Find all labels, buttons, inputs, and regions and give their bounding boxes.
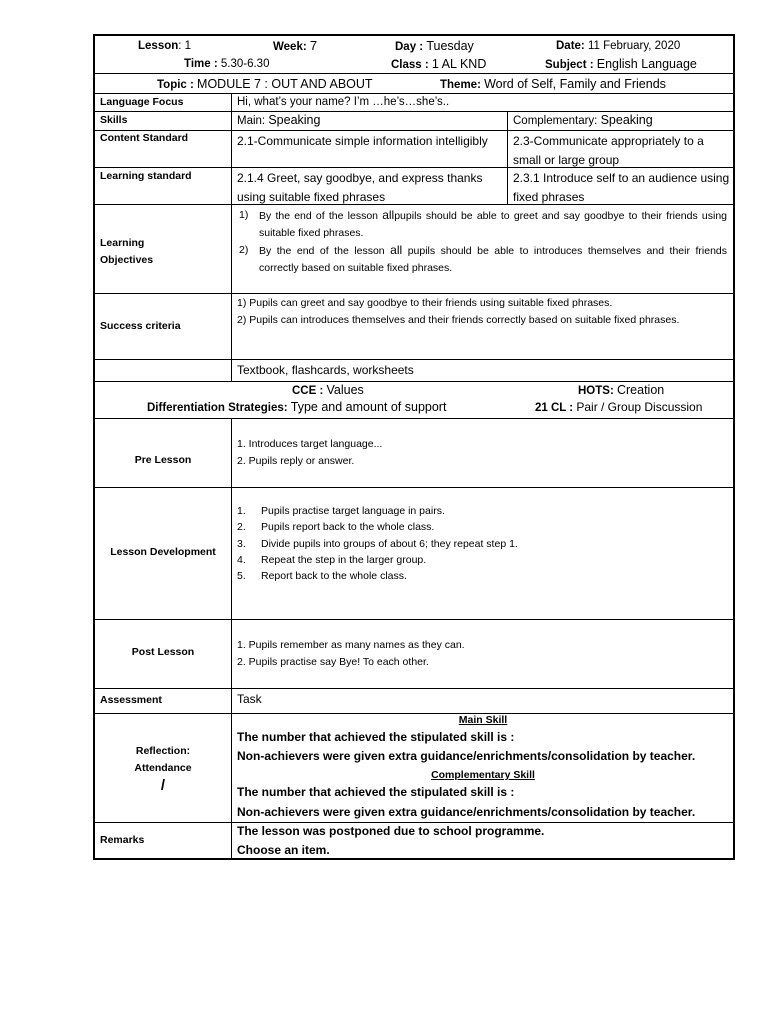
- row-divider: [95, 359, 733, 360]
- success-criteria-item: 2) Pupils can introduces themselves and their friends correctly based on suitable fixed phrases.: [237, 314, 680, 326]
- row-divider: [95, 93, 733, 94]
- column-divider: [231, 93, 232, 381]
- content-standard-main: 2.1-Communicate simple information intelligibly: [237, 134, 488, 148]
- row-divider: [95, 418, 733, 419]
- column-divider: [231, 418, 232, 860]
- pre-lesson-item: 1. Introduces target language...: [237, 438, 383, 450]
- row-divider: [95, 130, 733, 131]
- 21cl-field: 21 CL : Pair / Group Discussion: [535, 400, 703, 414]
- objective-item: 2) By the end of the lesson all pupils should be able to introduces themselves and their friends correctly based on suitable fixed phrases.: [239, 243, 727, 274]
- row-divider: [95, 487, 733, 488]
- remarks-choose-item[interactable]: Choose an item.: [237, 843, 330, 857]
- main-skill-heading: Main Skill: [458, 714, 508, 726]
- development-step: 3. Divide pupils into groups of about 6; they repeat step 1.: [237, 537, 518, 550]
- content-standard-label: Content Standard: [100, 132, 189, 144]
- success-criteria-item: 1) Pupils can greet and say goodbye to their friends using suitable fixed phrases.: [237, 297, 613, 309]
- theme-field: Theme: Word of Self, Family and Friends: [440, 77, 666, 91]
- development-step: 1. Pupils practise target language in pairs.: [237, 505, 445, 517]
- development-step: 5. Report back to the whole class.: [237, 570, 407, 583]
- objective-item: 1) By the end of the lesson allpupils should be able to greet and say goodbye to their friends using suitable fixed phrases.: [239, 208, 727, 239]
- lesson-development-label: Lesson Development: [110, 546, 216, 558]
- lesson-field: Lesson: 1: [138, 40, 192, 52]
- success-criteria-label: Success criteria: [100, 320, 181, 332]
- pre-lesson-label: Pre Lesson: [134, 454, 192, 466]
- row-divider: [95, 73, 733, 74]
- pre-lesson-list: [237, 436, 382, 470]
- post-lesson-label: Post Lesson: [131, 646, 195, 658]
- column-divider: [507, 111, 508, 204]
- reflection-label: Reflection: Attendance /: [134, 745, 192, 794]
- learning-objectives-list: [237, 207, 727, 277]
- main-skill-achieved-line: The number that achieved the stipulated skill is :: [237, 730, 515, 744]
- learning-standard-label: Learning standard: [100, 170, 192, 182]
- learning-standard-complementary: 2.3.1 Introduce self to an audience using fixed phrases: [513, 171, 730, 204]
- class-field: Class : 1 AL KND: [391, 57, 487, 71]
- complementary-skill: Complementary: Speaking: [513, 113, 653, 127]
- complementary-skill-nonachievers-line: Non-achievers were given extra guidance/enrichments/consolidation by teacher.: [237, 805, 696, 819]
- language-focus-value: Hi, what’s your name? I’m …he’s…she’s..: [237, 96, 450, 108]
- complementary-skill-achieved-line: The number that achieved the stipulated skill is :: [237, 785, 515, 799]
- assessment-label: Assessment: [100, 694, 162, 706]
- complementary-skill-heading: Complementary Skill: [431, 769, 535, 781]
- language-focus-label: Language Focus: [100, 96, 184, 108]
- day-field: Day : Tuesday: [395, 39, 474, 53]
- row-divider: [95, 822, 733, 823]
- learning-standard-main: 2.1.4 Greet, say goodbye, and express thanks using suitable fixed phrases: [237, 171, 483, 204]
- differentiation-field: Differentiation Strategies: Type and amount of support: [147, 400, 447, 414]
- materials-value: Textbook, flashcards, worksheets: [237, 363, 414, 377]
- learning-objectives-label: Learning Objectives: [100, 237, 154, 266]
- subject-field: Subject : English Language: [545, 57, 697, 71]
- row-divider: [95, 688, 733, 689]
- development-step: 4. Repeat the step in the larger group.: [237, 553, 427, 566]
- hots-field: HOTS: Creation: [578, 383, 665, 397]
- week-field: Week: 7: [273, 38, 318, 53]
- time-field: Time : 5.30-6.30: [184, 58, 270, 70]
- success-criteria-list: [237, 295, 727, 329]
- row-divider: [95, 293, 733, 294]
- row-divider: [95, 381, 733, 382]
- remarks-label: Remarks: [100, 834, 145, 846]
- row-divider: [95, 111, 733, 112]
- skills-label: Skills: [100, 114, 128, 126]
- main-skill: Main: Speaking: [237, 113, 321, 127]
- post-lesson-list: [237, 637, 465, 671]
- post-lesson-item: 1. Pupils remember as many names as they can.: [237, 639, 465, 651]
- row-divider: [95, 619, 733, 620]
- content-standard-complementary: 2.3-Communicate appropriately to a small or large group: [513, 134, 704, 167]
- topic-field: Topic : MODULE 7 : OUT AND ABOUT: [157, 77, 373, 91]
- main-skill-nonachievers-line: Non-achievers were given extra guidance/enrichments/consolidation by teacher.: [237, 749, 696, 763]
- development-step: 2. Pupils report back to the whole class.: [237, 521, 435, 534]
- lesson-development-list: [237, 503, 518, 584]
- post-lesson-item: 2. Pupils practise say Bye! To each other.: [237, 656, 429, 668]
- remarks-line: The lesson was postponed due to school programme.: [237, 824, 545, 838]
- lesson-plan-table: [93, 34, 735, 860]
- cce-field: CCE : Values: [292, 383, 364, 397]
- date-field: Date: 11 February, 2020: [556, 40, 681, 52]
- assessment-value: Task: [237, 692, 262, 706]
- pre-lesson-item: 2. Pupils reply or answer.: [237, 455, 355, 467]
